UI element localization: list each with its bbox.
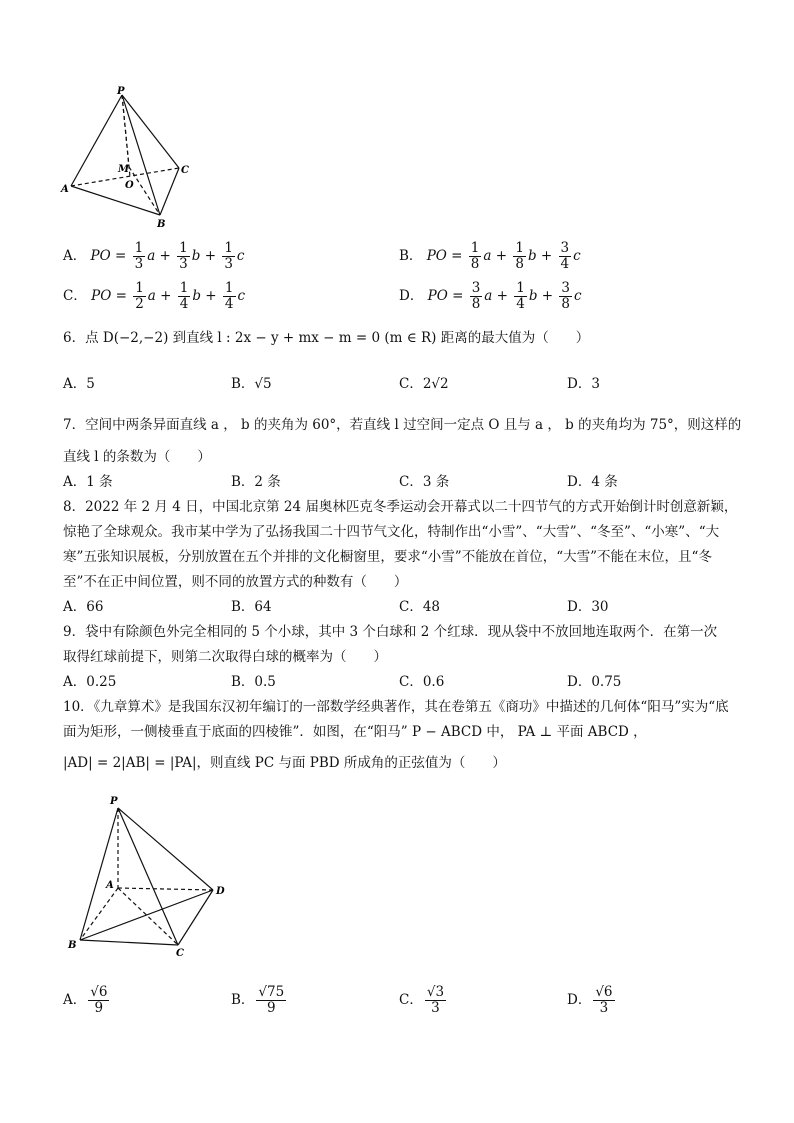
q7-option-d: D．4 条	[567, 474, 618, 490]
q5-option-c: C． PO = $\frac{1}{2}$ a + $\frac{1}{4}$ b + $\frac{1}{4}$ c	[63, 280, 246, 312]
q10-option-b: B． $\frac{√75}{9}$	[231, 984, 285, 1016]
q8-option-a: A．66	[63, 599, 104, 615]
pyramid-figure	[60, 790, 240, 960]
label-C: C	[176, 948, 184, 959]
q9-line2: 取得红球前提下，则第二次取得白球的概率为（ ）	[63, 649, 387, 665]
q8-line1: 8．2022 年 2 月 4 日，中国北京第 24 届奥林匹克冬季运动会开幕式以二十四节气的方式开始倒计时创意新颖，	[63, 499, 738, 515]
q8-line3: 寒”五张知识展板，分别放置在五个并排的文化橱窗里，要求“小雪”不能放在首位，“大雪”不能在末位，且“冬	[63, 549, 712, 565]
q9-line1: 9．袋中有除颜色外完全相同的 5 个小球，其中 3 个白球和 2 个红球．现从袋中不放回地连取两个．在第一次	[63, 624, 718, 640]
q8-line4: 至”不在正中间位置，则不同的放置方式的种数有（ ）	[63, 574, 408, 590]
label-B: B	[157, 219, 166, 230]
label-D: D	[216, 886, 225, 897]
q5-option-d: D． PO = $\frac{3}{8}$ a + $\frac{1}{4}$ b + $\frac{3}{8}$ c	[399, 280, 582, 312]
q8-option-b: B．64	[231, 599, 272, 615]
q7-option-a: A．1 条	[63, 474, 113, 490]
label-M: M	[118, 164, 130, 175]
q8-line2: 惊艳了全球观众。我市某中学为了弘扬我国二十四节气文化，特制作出“小雪”、“大雪”、“冬至”、“小寒”、“大	[63, 524, 720, 540]
q7-line1: 7．空间中两条异面直线 a ， b 的夹角为 60°，若直线 l 过空间一定点 O 且与 a ， b 的夹角均为 75°，则这样的	[63, 417, 742, 433]
q9-option-b: B．0.5	[231, 674, 276, 690]
q5-option-b: B． PO = $\frac{1}{8}$ a + $\frac{1}{8}$ b + $\frac{3}{4}$ c	[399, 240, 581, 272]
q6-text: 6．点 D(−2,−2) 到直线 l : 2x − y + mx − m = 0 (m ∈ R) 距离的最大值为（ ）	[63, 330, 590, 346]
q6-option-c: C．2√2	[399, 376, 449, 392]
label-A: A	[106, 880, 114, 891]
label-P: P	[110, 796, 118, 807]
q8-option-d: D．30	[567, 599, 609, 615]
q9-option-c: C．0.6	[399, 674, 445, 690]
tetrahedron-figure	[55, 85, 205, 235]
label-B: B	[68, 940, 77, 951]
q6-option-a: A．5	[63, 376, 95, 392]
label-C: C	[181, 165, 189, 176]
q5-option-a: A． PO = $\frac{1}{3}$ a + $\frac{1}{3}$ b + $\frac{1}{3}$ c	[63, 240, 245, 272]
q10-line2: 面为矩形，一侧棱垂直于底面的四棱锥”．如图，在“阳马” P − ABCD 中， PA ⊥ 平面 ABCD ，	[63, 724, 647, 740]
q10-line3: |AD| = 2|AB| = |PA|，则直线 PC 与面 PBD 所成角的正弦值为（ ）	[63, 755, 506, 771]
q6-option-d: D．3	[567, 376, 600, 392]
label-P: P	[117, 86, 125, 97]
q9-option-d: D．0.75	[567, 674, 622, 690]
q7-option-c: C．3 条	[399, 474, 450, 490]
q7-line2: 直线 l 的条数为（ ）	[63, 449, 211, 465]
q10-option-d: D． $\frac{√6}{3}$	[567, 984, 613, 1016]
label-A: A	[61, 184, 69, 195]
q8-option-c: C．48	[399, 599, 441, 615]
q10-option-c: C． $\frac{√3}{3}$	[399, 984, 445, 1016]
q10-option-a: A． $\frac{√6}{9}$	[63, 984, 108, 1016]
q10-line1: 10．《九章算术》是我国东汉初年编订的一部数学经典著作，其在卷第五《商功》中描述的几何体“阳马”实为“底	[63, 699, 729, 715]
q9-option-a: A．0.25	[63, 674, 117, 690]
label-O: O	[125, 180, 134, 191]
q6-option-b: B．√5	[231, 376, 272, 392]
q7-option-b: B．2 条	[231, 474, 281, 490]
